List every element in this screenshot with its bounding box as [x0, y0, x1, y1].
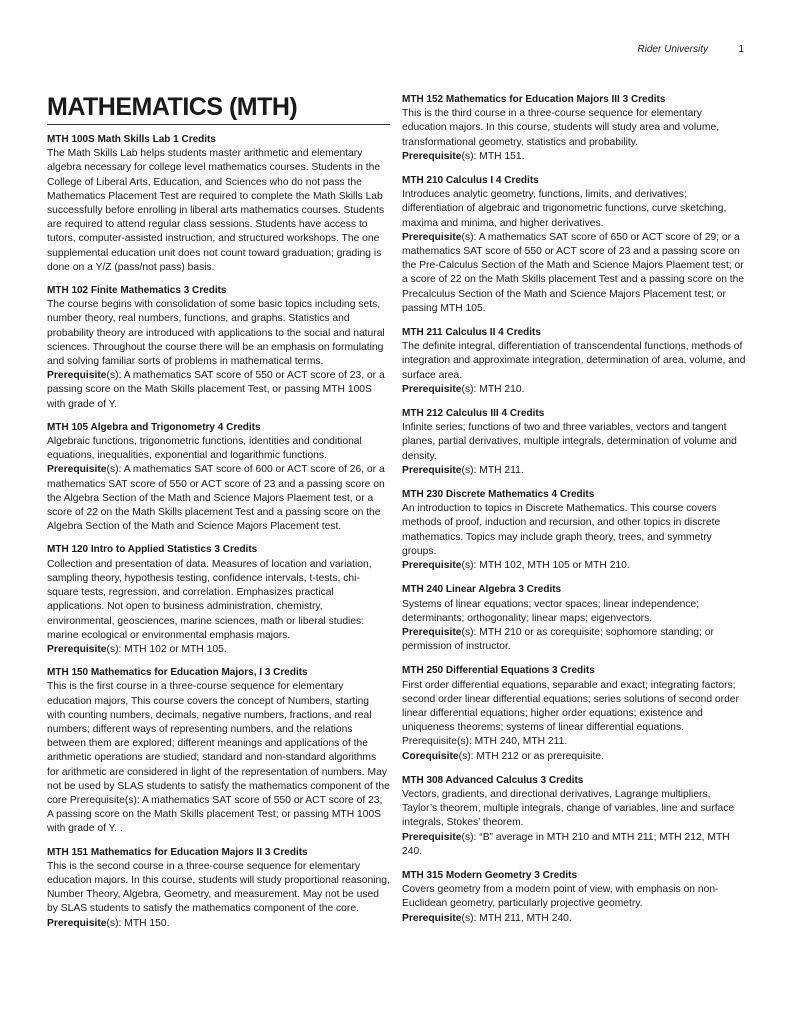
course-entry	[402, 664, 746, 763]
course-prereq	[402, 912, 746, 926]
prereq-label: Prerequisite	[402, 831, 462, 843]
course-description: First order differential equations, separable and exact; integrating factors; second order linear differential equations; series solutions of second order linear differential equations; higher order equations; existence and uniqueness theorems; systems of linear differential equations.	[402, 679, 739, 734]
course-prereq	[402, 559, 746, 573]
course-title: MTH 100S Math Skills Lab 1 Credits	[47, 134, 216, 145]
prereq-label: Prerequisite	[47, 370, 107, 382]
coreq-label: Corequisite	[402, 750, 459, 762]
prereq-text: (s): “B” average in MTH 210 and MTH 211; MTH 212, MTH 240.	[402, 831, 730, 857]
course-description: The Math Skills Lab helps students master arithmetic and elementary algebra necessary for college level mathematics courses. Students in the College of Liberal Arts, Education, and Sciences who do not pass the Mathematics Placement Test are required to complete the Math Skills Lab successfully before enrolling in liberal arts mathematics courses. Students are required to attend regular class sessions. Students have access to tutors, computer-assisted instruction, and structured workshops. The one supplemental education unit does not count toward graduation; grading is done on a Y/Z (pass/not pass) basis.	[47, 148, 385, 273]
prereq-label: Prerequisite	[402, 560, 462, 572]
course-description: This is the first course in a three-course sequence for elementary education majors, This course covers the concept of Numbers, starting with counting numbers, decimals, negative numbers, fractions, and real numbers; different ways of representing numbers, and the relations between them are explored; different meanings and applications of the arithmetic operations are studied; standard and non-standard algorithms for arithmetic are considered in light of the representation of numbers. May not be used by SLAS students to satisfy the mathematics component of the core Prerequisite(s): A mathematics SAT score of 550 or ACT score of 23; A passing score on the Math Skills placement Test; or passing MTH 100S with grade of Y. .	[47, 681, 390, 835]
prereq-text: (s): MTH 102 or MTH 105.	[106, 643, 227, 655]
prereq-text: (s): MTH 210.	[461, 383, 525, 395]
course-title: MTH 152 Mathematics for Education Majors III 3 Credits	[402, 94, 666, 105]
page-title: MATHEMATICS (MTH)	[47, 93, 390, 125]
prereq-label: Prerequisite	[47, 643, 107, 655]
course-description: Collection and presentation of data. Measures of location and variation, sampling theory, hypothesis testing, confidence intervals, t-tests, chi-square tests, regression, and correlation. Emphasizes practical applications. Not open to business administration, chemistry, environmental, geosciences, marine sciences, math or liberal studies: marine ecological or environmental emphasis majors.	[47, 558, 372, 641]
prereq-label: Prerequisite	[47, 464, 107, 476]
course-prereq	[47, 643, 390, 657]
course-title: MTH 230 Discrete Mathematics 4 Credits	[402, 489, 595, 501]
course-prereq	[402, 383, 746, 397]
right-column	[402, 93, 746, 936]
course-description: An introduction to topics in Discrete Mathematics. This course covers methods of proof, induction and recursion, and other topics in discrete mathematics. Topics may include graph theory, trees, and symmetry groups.	[402, 503, 721, 557]
course-entry	[402, 326, 746, 397]
course-prereq	[47, 917, 390, 931]
course-entry	[402, 583, 746, 654]
course-description: Systems of linear equations; vector spaces; linear independence; determinants; orthogonality; linear maps; eigenvectors.	[402, 598, 700, 624]
course-prereq	[402, 626, 746, 654]
course-entry	[402, 774, 746, 859]
course-title: MTH 315 Modern Geometry 3 Credits	[402, 869, 578, 881]
university-name: Rider University	[637, 44, 708, 55]
page-header	[0, 43, 791, 59]
coreq-text: (s): MTH 212 or as prerequisite.	[458, 750, 605, 762]
left-course-list	[47, 133, 390, 931]
prereq-text: (s): A mathematics SAT score of 600 or ACT score of 26, or a mathematics SAT score of 550 or ACT score of 23 and a passing score on the Algebra Section of the Math and Science Majors Plaement test, or a score of 22 on the Math Skills placement Test and a passing score on the Algebra Section of the Math and Science Majors Placement test.	[47, 464, 385, 533]
prereq-text: (s): MTH 211, MTH 240.	[461, 912, 572, 924]
course-title: MTH 120 Intro to Applied Statistics 3 Credits	[47, 544, 258, 556]
course-description: Covers geometry from a modern point of view, with emphasis on non-Euclidean geometry, particularly projective geometry.	[402, 884, 719, 910]
course-entry	[402, 869, 746, 926]
course-entry	[402, 174, 746, 316]
course-description: The course begins with consolidation of some basic topics including sets, number theory, real numbers, functions, and graphs. Statistics and probability theory are introduced with applications to the social and natural sciences. Throughout the course there will be an emphasis on formulating and solving familiar sorts of problems in mathematical terms.	[47, 299, 385, 368]
course-entry	[47, 846, 390, 931]
course-prereq	[47, 463, 390, 534]
prereq-label: Prerequisite	[402, 231, 462, 243]
course-title: MTH 212 Calculus III 4 Credits	[402, 408, 545, 420]
course-title: MTH 240 Linear Algebra 3 Credits	[402, 584, 562, 596]
course-entry	[47, 666, 390, 836]
course-title: MTH 211 Calculus II 4 Credits	[402, 327, 541, 339]
prereq-label: Prerequisite	[402, 150, 462, 162]
course-prereq	[47, 369, 390, 412]
prereq-label: Prerequisite	[47, 917, 107, 929]
prereq-text: (s): A mathematics SAT score of 650 or ACT score of 29; or a mathematics SAT score of 550 or ACT score of 23 and a passing score on the Pre-Calculus Section of the Math and Science Majors Plaement test; or a score of 22 on the Math Skills placement Test and a passing score on the Precalculus Section of the Math and Science Majors Placement test; or passing MTH 105.	[402, 231, 745, 314]
course-prereq	[402, 464, 746, 478]
course-description: Algebraic functions, trigonometric functions, identities and conditional equations, inequalities, exponential and logarithmic functions.	[47, 436, 362, 462]
prereq-text: (s): A mathematics SAT score of 550 or ACT score of 23, or a passing score on the Math Skills placement Test, or passing MTH 100S with grade of Y.	[47, 370, 385, 410]
prereq-label: Prerequisite	[402, 464, 462, 476]
prereq-label: Prerequisite	[402, 383, 462, 395]
prereq-label: Prerequisite	[402, 626, 462, 638]
course-description: Infinite series; functions of two and three variables, vectors and tangent planes, partial derivatives, multiple integrals, determination of volume and density.	[402, 422, 737, 462]
course-prereq	[402, 150, 746, 164]
course-title: MTH 308 Advanced Calculus 3 Credits	[402, 774, 584, 786]
prereq-text: (s): MTH 150.	[106, 917, 170, 929]
course-entry	[47, 543, 390, 657]
course-entry	[47, 133, 390, 275]
course-description: This is the second course in a three-course sequence for elementary education majors. In this course, students will study proportional reasoning, Number Theory, Algebra, Geometry, and measurement. May not be used by SLAS students to satisfy the mathematics component of the core.	[47, 860, 390, 915]
course-entry	[402, 93, 746, 164]
course-description: The definite integral, differentiation of transcendental functions, methods of integration and approximate integration, determination of area, volume, and surface area.	[402, 341, 746, 381]
course-title: MTH 250 Differential Equations 3 Credits	[402, 665, 595, 677]
course-title: MTH 210 Calculus I 4 Credits	[402, 175, 539, 187]
course-title: MTH 102 Finite Mathematics 3 Credits	[47, 285, 227, 297]
course-description: Introduces analytic geometry, functions, limits, and derivatives; differentiation of algebraic and trigonometric functions, curve sketching, maxima and minima, and higher derivatives.	[402, 189, 727, 229]
prereq-text: (s): MTH 102, MTH 105 or MTH 210.	[461, 560, 630, 572]
right-course-list	[402, 93, 746, 926]
course-extra-prereq: Prerequisite(s): MTH 240, MTH 211.	[402, 736, 568, 748]
prereq-text: (s): MTH 210 or as corequisite; sophomore standing; or permission of instructor.	[402, 626, 714, 653]
course-entry	[47, 421, 390, 535]
course-coreq	[402, 750, 746, 764]
course-prereq	[402, 831, 746, 859]
course-title: MTH 105 Algebra and Trigonometry 4 Credits	[47, 421, 261, 433]
prereq-text: (s): MTH 151.	[461, 150, 525, 162]
prereq-label: Prerequisite	[402, 912, 462, 924]
prereq-text: (s): MTH 211.	[461, 464, 524, 476]
course-description: Vectors, gradients, and directional derivatives, Lagrange multipliers, Taylor’s theorem, multiple integrals, change of variables, line and surface integrals, Stokes’ theorem.	[402, 788, 735, 829]
course-title: MTH 151 Mathematics for Education Majors II 3 Credits	[47, 846, 308, 858]
course-description: This is the third course in a three-course sequence for elementary education majors. In this course, students will study area and volume, transformational geometry, statistics and probability.	[402, 108, 720, 148]
left-column	[47, 93, 390, 940]
course-title: MTH 150 Mathematics for Education Majors, I 3 Credits	[47, 667, 308, 679]
course-entry	[402, 407, 746, 478]
course-prereq	[402, 231, 746, 316]
page-number: 1	[738, 44, 744, 55]
course-entry	[402, 488, 746, 573]
course-entry	[47, 284, 390, 412]
